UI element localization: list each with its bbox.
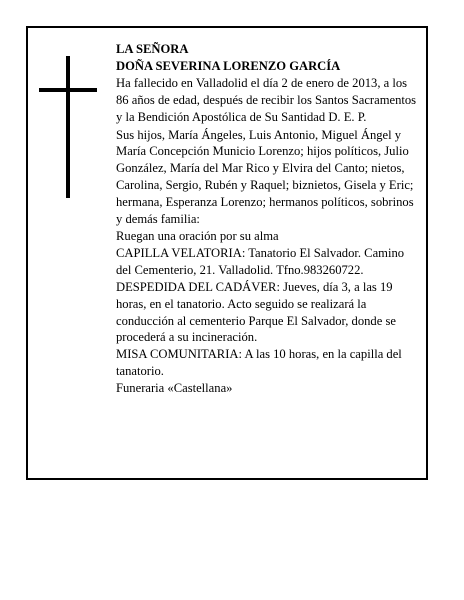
chapel-info: CAPILLA VELATORIA: Tanatorio El Salvador. Camino del Cementerio, 21. Valladolid. Tfno.983260722. (116, 245, 405, 277)
prayer-request: Ruegan una oración por su alma (116, 228, 279, 243)
obituary-notice (26, 26, 428, 480)
cross-vertical-bar (66, 56, 70, 198)
mass-info: MISA COMUNITARIA: A las 10 horas, en la capilla del tanatorio. (116, 347, 402, 379)
funeral-home: Funeraria «Castellana» (116, 381, 233, 396)
deceased-name: DOÑA SEVERINA LORENZO GARCÍA (116, 58, 341, 73)
death-announcement: Ha fallecido en Valladolid el día 2 de enero de 2013, a los 86 años de edad, después de recibir los Santos Sacramentos y la Bendición Apostólica de Su Santidad D. E. P. (116, 75, 417, 124)
family-list: Sus hijos, María Ángeles, Luis Antonio, Miguel Ángel y María Concepción Municio Lorenzo; hijos políticos, Julio González, María del Mar Rico y Elvira del Canto; nietos, Carolina, Sergio, Rubén y Raquel; biznietos, Gisela y Eric; hermana, Esperanza Lorenzo; hermanos políticos, sobrinos y demás familia: (116, 127, 414, 227)
farewell-info: DESPEDIDA DEL CADÁVER: Jueves, día 3, a las 19 horas, en el tanatorio. Acto seguido se realizará la conducción al cementerio Parque El Salvador, donde se procederá a su incineración. (116, 279, 396, 345)
notice-text (116, 41, 422, 397)
title-line: LA SEÑORA (116, 42, 189, 56)
cross-horizontal-bar (39, 88, 97, 92)
